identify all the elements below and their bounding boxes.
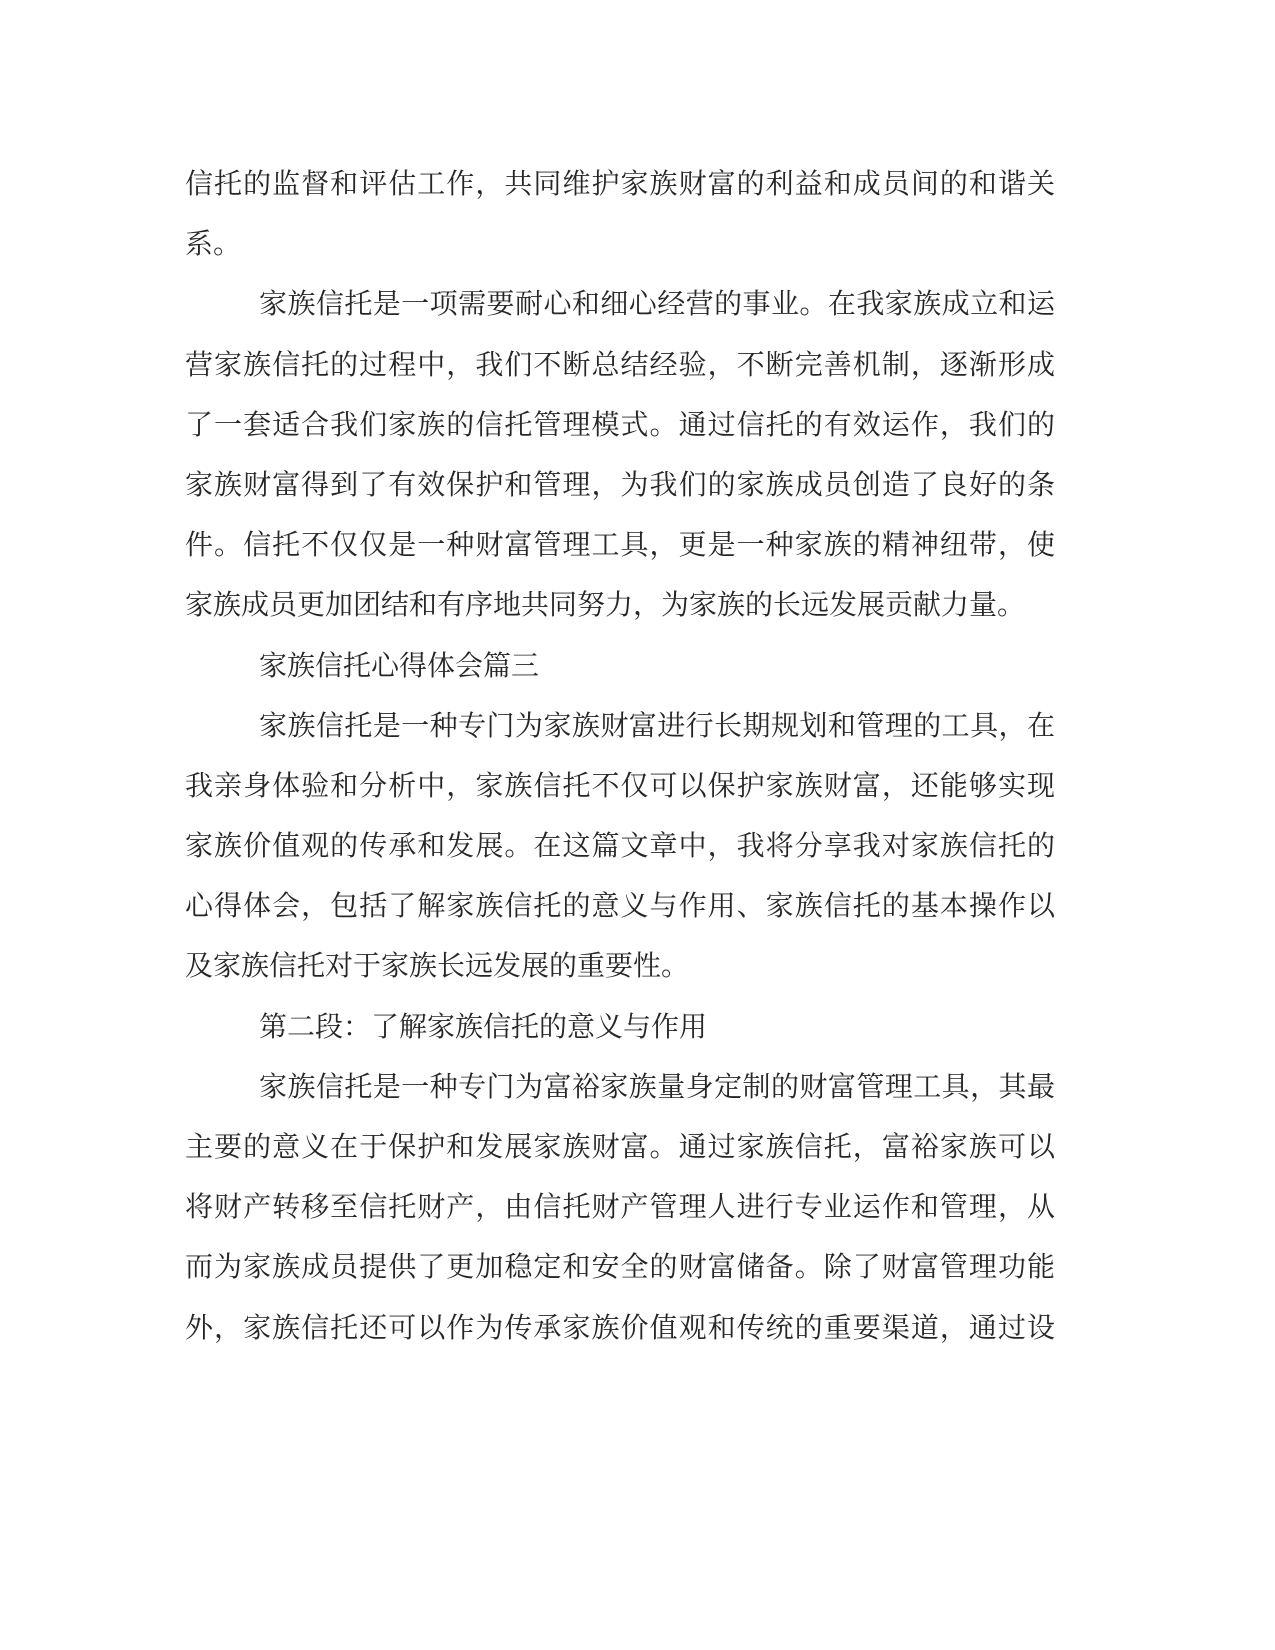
text-line: 了一套适合我们家族的信托管理模式。通过信托的有效运作，我们的 (185, 407, 1055, 441)
text-line: 家族信托是一项需要耐心和细心经营的事业。在我家族成立和运 (259, 287, 1055, 321)
heading-line: 家族信托心得体会篇三 (259, 648, 540, 682)
paragraph-continuation (185, 154, 1055, 274)
heading-line: 第二段：了解家族信托的意义与作用 (259, 1009, 708, 1043)
text-line: 家族价值观的传承和发展。在这篇文章中，我将分享我对家族信托的 (185, 829, 1055, 863)
text-line: 将财产转移至信托财产，由信托财产管理人进行专业运作和管理，从 (185, 1190, 1055, 1224)
text-line: 家族信托是一种专门为富裕家族量身定制的财富管理工具，其最 (259, 1069, 1055, 1103)
paragraph (185, 1057, 1055, 1358)
text-line: 系。 (185, 227, 242, 261)
text-line: 及家族信托对于家族长远发展的重要性。 (185, 949, 690, 983)
text-line: 营家族信托的过程中，我们不断总结经验，不断完善机制，逐渐形成 (185, 347, 1055, 381)
text-line: 家族财富得到了有效保护和管理，为我们的家族成员创造了良好的条 (185, 467, 1055, 501)
paragraph (185, 696, 1055, 997)
text-line: 而为家族成员提供了更加稳定和安全的财富储备。除了财富管理功能 (185, 1250, 1055, 1284)
text-line: 主要的意义在于保护和发展家族财富。通过家族信托，富裕家族可以 (185, 1130, 1055, 1163)
text-line: 我亲身体验和分析中，家族信托不仅可以保护家族财富，还能够实现 (185, 768, 1055, 802)
text-line: 家族成员更加团结和有序地共同努力，为家族的长远发展贡献力量。 (185, 588, 1026, 622)
document-body (185, 154, 1055, 1358)
paragraph (185, 274, 1055, 635)
text-line: 信托的监督和评估工作，共同维护家族财富的利益和成员间的和谐关 (185, 167, 1055, 200)
text-line: 家族信托是一种专门为家族财富进行长期规划和管理的工具，在 (259, 708, 1055, 742)
text-line: 外，家族信托还可以作为传承家族价值观和传统的重要渠道，通过设 (185, 1310, 1055, 1344)
section-heading (185, 997, 1055, 1057)
section-heading (185, 636, 1055, 696)
text-line: 件。信托不仅仅是一种财富管理工具，更是一种家族的精神纽带，使 (185, 528, 1055, 562)
text-line: 心得体会，包括了解家族信托的意义与作用、家族信托的基本操作以 (185, 889, 1055, 923)
